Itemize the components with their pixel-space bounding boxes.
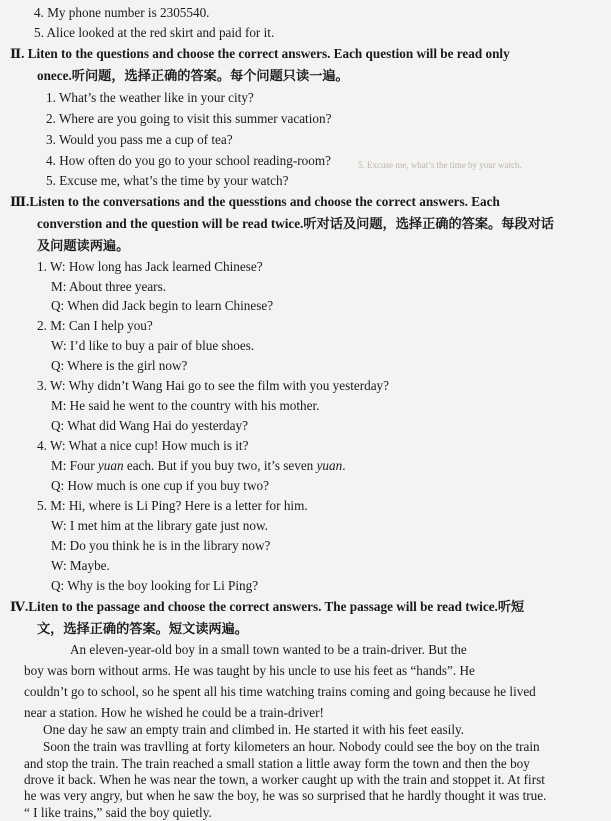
section-heading: Ⅳ.Liten to the passage and choose the correct answers. The passage will be read twice.听短 bbox=[10, 599, 525, 614]
bleed-through-text: 5. Excuse me, what’s the time by your watch. bbox=[358, 160, 522, 170]
passage-line: he was very angry, but when he saw the boy, he was so surprised that he hardly thought it was true. bbox=[24, 788, 547, 803]
dialogue-line: M: Do you think he is in the library now? bbox=[51, 538, 271, 553]
dialogue-line: Q: When did Jack begin to learn Chinese? bbox=[51, 298, 274, 313]
section-heading: Ⅲ.Listen to the conversations and the quesstions and choose the correct answers. Each bbox=[10, 194, 500, 209]
question-line: 5. Excuse me, what’s the time by your watch? bbox=[46, 173, 289, 188]
dialogue-line: 4. W: What a nice cup! How much is it? bbox=[37, 438, 249, 453]
dialogue-line: Q: What did Wang Hai do yesterday? bbox=[51, 418, 248, 433]
question-line: 1. What’s the weather like in your city? bbox=[46, 90, 254, 105]
passage-line: Soon the train was travlling at forty kilometers an hour. Nobody could see the boy on the train bbox=[43, 739, 540, 754]
dialogue-text: M: Four bbox=[51, 458, 98, 473]
section-heading: onece.听问题，选择正确的答案。每个问题只读一遍。 bbox=[37, 68, 349, 83]
passage-line: An eleven-year-old boy in a small town wanted to be a train-driver. But the bbox=[70, 642, 467, 657]
dialogue-line: W: I met him at the library gate just now. bbox=[51, 518, 268, 533]
dialogue-line: 3. W: Why didn’t Wang Hai go to see the film with you yesterday? bbox=[37, 378, 390, 393]
passage-line: drove it back. When he was near the town, a worker caught up with the train and stoppet it. At first bbox=[24, 772, 545, 787]
section-heading: converstion and the question will be read twice.听对话及问题，选择正确的答案。每段对话 bbox=[37, 216, 554, 231]
passage-line: One day he saw an empty train and climbed in. He started it with his feet easily. bbox=[43, 722, 465, 737]
section-heading: 文，选择正确的答案。短文读两遍。 bbox=[37, 621, 248, 636]
dialogue-line: Q: How much is one cup if you buy two? bbox=[51, 478, 269, 493]
dialogue-line: Q: Why is the boy looking for Li Ping? bbox=[51, 578, 259, 593]
dialogue-line bbox=[51, 457, 346, 474]
dialogue-text: each. But if you buy two, it’s seven bbox=[123, 458, 317, 473]
dialogue-line: 5. M: Hi, where is Li Ping? Here is a letter for him. bbox=[37, 498, 308, 513]
currency-word: yuan bbox=[97, 458, 124, 473]
item-line: 5. Alice looked at the red skirt and paid for it. bbox=[34, 25, 275, 40]
question-line: 2. Where are you going to visit this summer vacation? bbox=[46, 111, 332, 126]
passage-line: boy was born without arms. He was taught by his uncle to use his feet as “hands”. He bbox=[24, 663, 475, 678]
dialogue-line: W: Maybe. bbox=[51, 558, 110, 573]
question-line: 3. Would you pass me a cup of tea? bbox=[46, 132, 233, 147]
dialogue-line: M: About three years. bbox=[51, 279, 166, 294]
item-line: 4. My phone number is 2305540. bbox=[34, 5, 210, 20]
passage-line: couldn’t go to school, so he spent all his time watching trains coming and going because he lived bbox=[24, 684, 536, 699]
dialogue-line: Q: Where is the girl now? bbox=[51, 358, 188, 373]
dialogue-line: W: I’d like to buy a pair of blue shoes. bbox=[51, 338, 255, 353]
dialogue-line: 1. W: How long has Jack learned Chinese? bbox=[37, 259, 263, 274]
currency-word: yuan bbox=[316, 458, 343, 473]
passage-line: and stop the train. The train reached a small station a little away form the town and then the boy bbox=[24, 756, 530, 771]
section-heading: 及问题读两遍。 bbox=[37, 238, 130, 253]
passage-line: near a station. How he wished he could be a train-driver! bbox=[24, 705, 324, 720]
section-heading: Ⅱ. Liten to the questions and choose the correct answers. Each question will be read only bbox=[10, 46, 510, 61]
dialogue-line: M: He said he went to the country with his mother. bbox=[51, 398, 320, 413]
dialogue-line: 2. M: Can I help you? bbox=[37, 318, 153, 333]
dialogue-text: . bbox=[342, 458, 346, 473]
passage-line: “ I like trains,” said the boy quietly. bbox=[24, 805, 212, 820]
question-line: 4. How often do you go to your school reading-room? bbox=[46, 153, 331, 168]
